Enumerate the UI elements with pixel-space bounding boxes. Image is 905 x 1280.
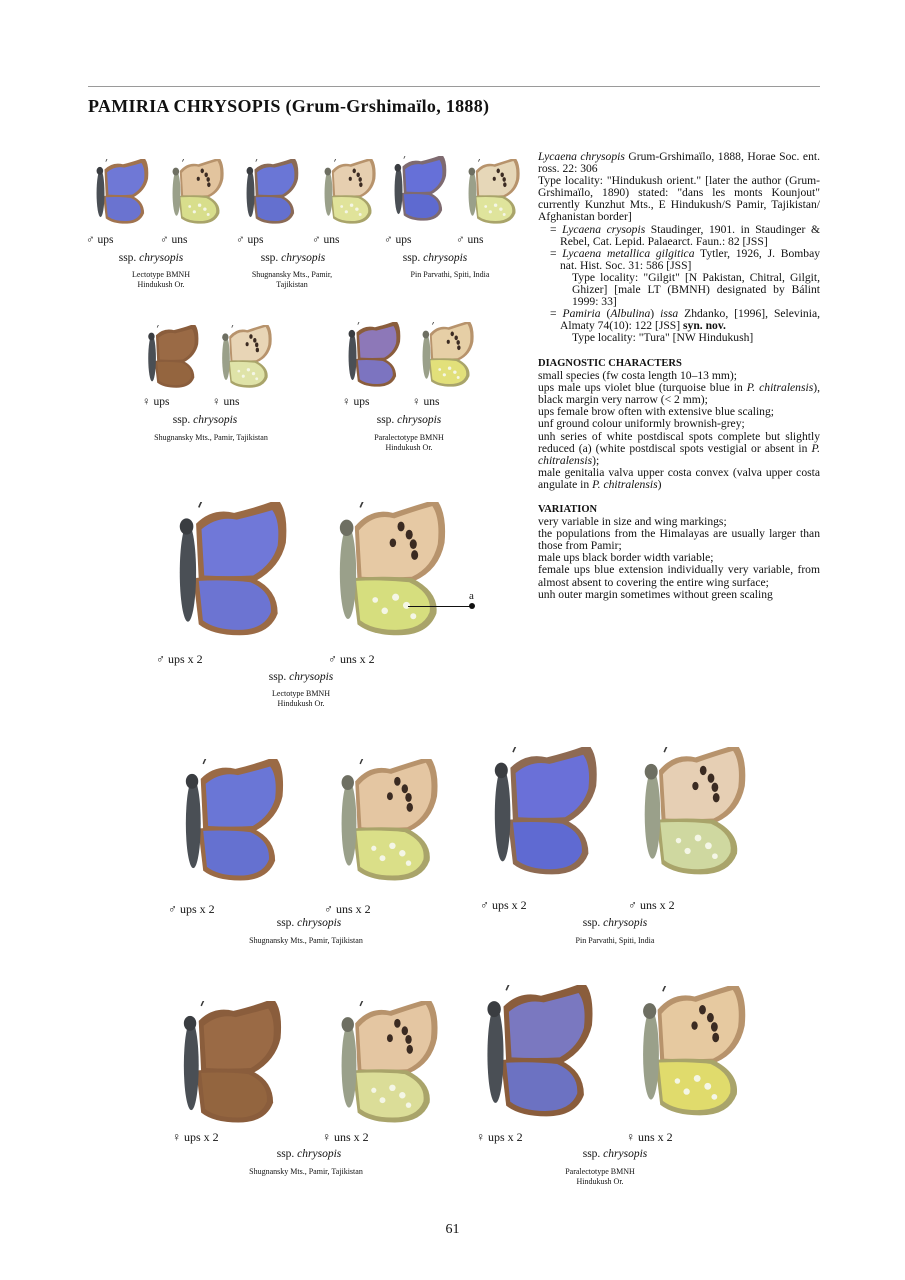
sex-label: ♀ ups x 2 [172,1130,219,1144]
subspecies-label: ssp. chrysopis [118,252,184,264]
variation-line: very variable in size and wing markings; [538,515,727,529]
diagnostic-line: ups male ups violet blue (turquoise blue in P. chitralensis), black margin very narrow (< 2 mm); [538,381,820,407]
variation-line: male ups black border width variable; [538,551,714,565]
subspecies-label: ssp. chrysopis [582,917,648,929]
locality-label: Shugnansky Mts., Pamir, Tajikistan [249,1167,363,1176]
synonym-3-type-locality: Type locality: "Tura" [NW Hindukush] [572,331,754,345]
sex-label: ♂ ups [236,234,264,246]
locality-label: Lectotype BMNH Hindukush Or. [132,270,190,289]
sex-label: ♂ ups x 2 [480,898,527,912]
pointer-line [408,606,470,607]
variation-line: unh outer margin sometimes without green scaling [538,587,773,601]
synonym-1: = Lycaena crysopis Staudinger, 1901. in Staudinger & Rebel, Cat. Lepid. Palaearct. Faun.: 82 [JSS] [550,222,820,248]
butterfly-female-ups-1 [138,318,202,396]
subspecies-label: ssp. chrysopis [376,414,442,426]
butterfly-male-ups-2 [236,152,302,232]
diagnostic-line: unh series of white postdiscal spots complete but slightly reduced (a) (white postdiscal spots vestigial or absent in P. chitralensis); [538,429,820,467]
locality-label: Pin Parvathi, Spiti, India [410,270,490,279]
subspecies-label: ssp. chrysopis [582,1148,648,1160]
synonym-2: = Lycaena metallica gilgitica Tytler, 1926, J. Bombay nat. Hist. Soc. 31: 586 [JSS] [550,246,821,272]
sex-label: ♂ uns [312,234,340,246]
sex-label: ♀ ups x 2 [476,1130,523,1144]
sex-label: ♂ uns [456,234,484,246]
sex-label: ♀ uns [412,396,440,408]
page-number: 61 [445,1222,460,1237]
pointer-label: a [469,590,474,602]
sex-label: ♂ uns [160,234,188,246]
sex-label: ♀ uns x 2 [322,1130,369,1144]
variation-line: female ups blue extension individually very variable, from almost absent to covering the entire wing surface; [538,563,820,589]
pointer-dot [469,603,475,609]
diagnostic-line: ups female brow often with extensive blue scaling; [538,405,774,419]
sex-label: ♀ ups [342,396,370,408]
type-locality: Type locality: "Hindukush orient." [later the author (Grum-Grshimaïlo, 1890) stated: "dans les monts Kounjout" currently Kunzhut Mts., E Hindukush/S Pamir, Tajikistan/ Afghanistan border] [538,174,820,224]
sex-label: ♀ uns x 2 [626,1130,673,1144]
sex-label: ♂ uns x 2 [324,902,371,916]
diagnostic-block [538,358,820,491]
sex-label: ♂ ups x 2 [156,652,203,666]
page-title: PAMIRIA CHRYSOPIS (Grum-Grshimaïlo, 1888) [88,96,490,116]
butterfly-male-ups-1 [86,152,152,232]
subspecies-label: ssp. chrysopis [268,671,334,683]
sex-label: ♂ ups x 2 [168,902,215,916]
variation-line: the populations from the Himalayas are usually larger than those from Pamir; [538,527,820,553]
header-rule [88,86,820,87]
synonym-3: = Pamiria (Albulina) issa Zhdanko, [1996], Selevinia, Almaty 74(10): 122 [JSS] syn. nov. [550,307,820,333]
locality-label: Pin Parvathi, Spiti, India [575,936,655,945]
butterfly-male-uns-2 [312,152,378,232]
butterfly-female-ups-5b [466,972,600,1132]
diagnostic-line: male genitalia valva upper costa convex (valva upper costa angulate in P. chitralensis) [538,465,820,491]
variation-block [538,504,820,601]
butterfly-male-uns-3 [456,152,522,232]
sex-label: ♂ uns x 2 [328,652,375,666]
butterfly-male-uns-large [314,492,450,648]
butterfly-female-uns-5a [318,990,442,1136]
subspecies-label: ssp. chrysopis [276,1148,342,1160]
butterfly-female-ups-2 [338,314,404,396]
butterfly-male-ups-4b [474,730,604,894]
sex-label: ♂ uns x 2 [628,898,675,912]
locality-label: Paralectotype BMNH Hindukush Or. [565,1167,635,1186]
synonym-2-type-locality: Type locality: "Gilgit" [N Pakistan, Chitral, Gilgit, Ghizer] [male LT (BMNH) designated by Bálint 1999: 33] [572,270,820,309]
original-description: Lycaena chrysopis Grum-Grshimaïlo, 1888, Horae Soc. ent. ross. 22: 306 [538,150,820,176]
butterfly-male-uns-4a [318,744,442,898]
locality-label: Shugnansky Mts., Pamir, Tajikistan [251,270,333,289]
butterfly-female-ups-5a [164,990,288,1136]
butterfly-male-uns-4b [620,730,750,894]
butterfly-female-uns-1 [210,318,274,396]
locality-label: Shugnansky Mts., Pamir, Tajikistan [154,433,268,442]
butterfly-female-uns-2 [410,314,476,396]
locality-label: Shugnansky Mts., Pamir, Tajikistan [249,936,363,945]
butterfly-male-ups-large [158,492,294,648]
subspecies-label: ssp. chrysopis [402,252,468,264]
sex-label: ♂ ups [86,234,114,246]
diagnostic-line: unf ground colour uniformly brownish-grey; [538,417,745,431]
butterfly-male-uns-1 [160,152,226,232]
butterfly-female-uns-5b [618,972,750,1132]
diagnostic-heading: DIAGNOSTIC CHARACTERS [538,358,682,369]
variation-heading: VARIATION [538,504,598,515]
diagnostic-line: small species (fw costa length 10–13 mm); [538,369,737,383]
sex-label: ♂ ups [384,234,412,246]
subspecies-label: ssp. chrysopis [172,414,238,426]
sex-label: ♀ uns [212,396,240,408]
butterfly-male-ups-4a [166,744,290,898]
locality-label: Lectotype BMNH Hindukush Or. [272,689,330,708]
locality-label: Paralectotype BMNH Hindukush Or. [374,433,444,452]
butterfly-male-ups-3 [384,148,450,230]
sex-label: ♀ ups [142,396,170,408]
taxonomy-block [538,151,820,345]
subspecies-label: ssp. chrysopis [276,917,342,929]
subspecies-label: ssp. chrysopis [260,252,326,264]
